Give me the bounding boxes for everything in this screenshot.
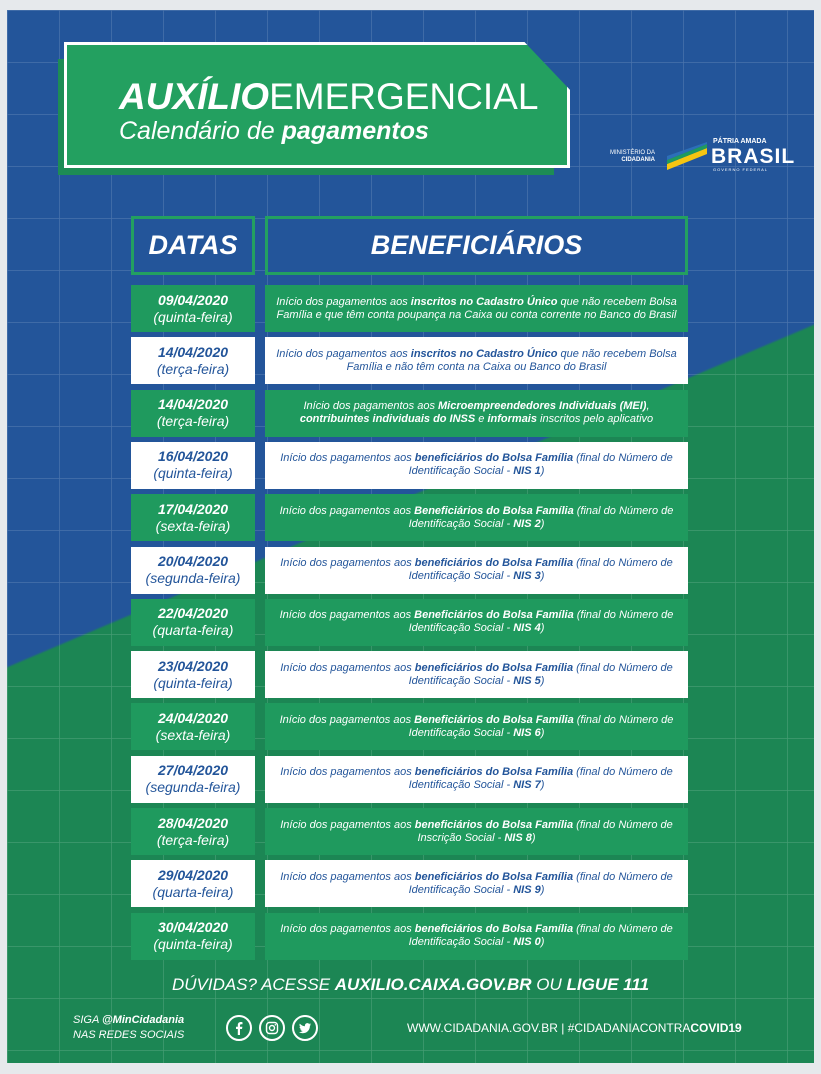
weekday-text: (quinta-feira) (153, 465, 233, 482)
table-row (131, 756, 688, 803)
poster (7, 10, 814, 1063)
column-header-beneficiarios: BENEFICIÁRIOS (265, 216, 688, 275)
description-segment: Início dos pagamentos aos (276, 347, 411, 360)
description-segment: (final do Número de Identificação Social - (408, 609, 674, 635)
description-segment: que não recebem Bolsa Família e não têm conta na Caixa ou Banco do Brasil (346, 347, 677, 373)
ministerio-logo (603, 150, 655, 164)
table-row (131, 494, 688, 541)
description-segment: que não recebem Bolsa Família e que têm conta poupança na Caixa ou conta corrente no Banco do Brasil (276, 295, 677, 321)
description-cell (265, 808, 688, 855)
footer-site-bold: COVID19 (690, 1021, 742, 1035)
description-highlight: NIS 2 (513, 517, 541, 530)
description-segment: e (475, 413, 488, 426)
description-cell (265, 703, 688, 750)
description-segment: Início dos pagamentos aos (276, 295, 411, 308)
description-text (269, 400, 684, 426)
description-segment: ) (540, 674, 545, 687)
date-cell (131, 808, 255, 855)
date-text: 17/04/2020 (157, 500, 229, 517)
date-text: 16/04/2020 (157, 448, 229, 465)
description-highlight: Beneficiários do Bolsa Família (414, 504, 574, 517)
date-cell (131, 494, 255, 541)
date-text: 24/04/2020 (157, 709, 229, 726)
description-segment: (final do Número de Identificação Social - (408, 452, 673, 478)
date-text: 14/04/2020 (157, 396, 229, 413)
page-title (119, 76, 538, 118)
description-text (269, 819, 684, 845)
description-segment: (final do Número de Identificação Social - (408, 923, 673, 949)
date-cell (131, 442, 255, 489)
description-text (269, 923, 684, 949)
description-highlight: NIS 1 (513, 465, 541, 478)
date-text: 22/04/2020 (157, 605, 229, 622)
description-cell (265, 651, 688, 698)
description-segment: inscritos pelo aplicativo (536, 413, 654, 426)
footer-site (407, 1021, 742, 1035)
description-segment: (final do Número de Inscrição Social - (417, 818, 673, 844)
description-highlight: NIS 0 (513, 936, 541, 949)
table-row (131, 442, 688, 489)
date-cell (131, 860, 255, 907)
description-highlight: Beneficiários do Bolsa Família (414, 713, 574, 726)
help-mid: OU (531, 975, 567, 994)
weekday-text: (sexta-feira) (155, 517, 231, 534)
subtitle-light: Calendário de (119, 117, 275, 145)
patria-amada-text: PÁTRIA AMADA (713, 138, 767, 145)
help-line (7, 975, 814, 995)
description-highlight: inscritos no Cadastro Único (410, 295, 558, 308)
date-cell (131, 390, 255, 437)
table-row (131, 808, 688, 855)
description-segment: ) (540, 779, 545, 792)
date-text: 27/04/2020 (157, 762, 229, 779)
weekday-text: (quinta-feira) (153, 936, 233, 953)
date-cell (131, 913, 255, 960)
description-text (269, 871, 684, 897)
description-segment: (final do Número de Identificação Social - (408, 557, 673, 582)
date-text: 29/04/2020 (157, 866, 229, 883)
brazil-flag-icon (667, 142, 707, 170)
description-cell (265, 337, 688, 384)
description-segment: , (646, 400, 650, 413)
description-segment: ) (540, 936, 545, 949)
date-text: 09/04/2020 (157, 291, 229, 308)
description-segment: Início dos pagamentos aos (279, 713, 415, 726)
description-highlight: beneficiários do Bolsa Família (414, 870, 574, 883)
description-segment: ) (540, 465, 545, 478)
description-text (269, 296, 684, 322)
ministerio-line1: MINISTÉRIO DA (609, 150, 655, 156)
description-segment: Início dos pagamentos aos (280, 818, 415, 831)
weekday-text: (sexta-feira) (155, 726, 231, 743)
description-highlight: NIS 3 (513, 570, 541, 582)
description-segment: (final do Número de Identificação Social - (408, 766, 673, 792)
date-text: 23/04/2020 (157, 657, 229, 674)
description-highlight: NIS 7 (513, 779, 541, 792)
table-row (131, 547, 688, 594)
description-segment: ) (531, 831, 536, 844)
ministerio-line2: CIDADANIA (621, 157, 655, 163)
description-segment: ) (540, 883, 545, 896)
help-prefix: DÚVIDAS? ACESSE (171, 975, 335, 994)
date-text: 20/04/2020 (157, 553, 229, 569)
brasil-text: BRASIL (711, 145, 796, 168)
weekday-text: (quarta-feira) (152, 622, 234, 639)
weekday-text: (quarta-feira) (152, 883, 234, 900)
description-segment: (final do Número de Identificação Social - (408, 504, 674, 530)
description-segment: Início dos pagamentos aos (280, 557, 415, 569)
description-highlight: inscritos no Cadastro Único (410, 347, 558, 360)
description-highlight: informais (487, 413, 537, 426)
description-cell (265, 599, 688, 646)
title-bold: AUXÍLIO (119, 76, 270, 117)
description-cell (265, 913, 688, 960)
table-row (131, 860, 688, 907)
description-segment: (final do Número de Identificação Social - (408, 661, 673, 687)
description-cell (265, 547, 688, 594)
weekday-text: (quinta-feira) (153, 308, 233, 325)
social-follow-text (73, 1013, 184, 1043)
table-row (131, 599, 688, 646)
description-cell (265, 494, 688, 541)
date-cell (131, 599, 255, 646)
description-segment: ) (540, 622, 545, 635)
date-cell (131, 285, 255, 332)
weekday-text: (segunda-feira) (145, 570, 241, 586)
description-highlight: beneficiários do Bolsa Família (414, 661, 574, 674)
facebook-icon[interactable] (226, 1015, 252, 1041)
twitter-icon[interactable] (292, 1015, 318, 1041)
description-highlight: beneficiários do Bolsa Família (414, 923, 574, 936)
description-text (269, 557, 684, 583)
description-cell (265, 285, 688, 332)
siga-line2: NAS REDES SOCIAIS (73, 1029, 185, 1041)
weekday-text: (segunda-feira) (145, 779, 241, 796)
instagram-icon[interactable] (259, 1015, 285, 1041)
date-cell (131, 547, 255, 594)
description-highlight: beneficiários do Bolsa Família (414, 818, 574, 831)
description-segment: Início dos pagamentos aos (280, 661, 415, 674)
description-segment: Início dos pagamentos aos (279, 609, 415, 622)
description-segment: ) (540, 570, 545, 582)
help-phone: LIGUE 111 (566, 975, 650, 994)
date-text: 30/04/2020 (157, 919, 229, 936)
date-cell (131, 703, 255, 750)
table-row (131, 913, 688, 960)
governo-federal-text: GOVERNO FEDERAL (713, 167, 769, 172)
help-site: AUXILIO.CAIXA.GOV.BR (334, 975, 532, 994)
description-segment: Início dos pagamentos aos (303, 400, 439, 413)
description-highlight: NIS 8 (504, 831, 532, 844)
date-cell (131, 756, 255, 803)
description-text (269, 609, 684, 635)
description-segment: Início dos pagamentos aos (280, 452, 415, 465)
description-highlight: Beneficiários do Bolsa Família (414, 609, 574, 622)
description-cell (265, 390, 688, 437)
table-row (131, 390, 688, 437)
description-highlight: beneficiários do Bolsa Família (414, 452, 574, 465)
table-row (131, 285, 688, 332)
description-segment: Início dos pagamentos aos (280, 766, 415, 779)
description-cell (265, 756, 688, 803)
description-text (269, 452, 684, 478)
weekday-text: (terça-feira) (156, 831, 230, 848)
description-highlight: NIS 6 (513, 726, 541, 739)
date-cell (131, 337, 255, 384)
page-subtitle (119, 117, 429, 146)
date-text: 28/04/2020 (157, 814, 229, 831)
description-text (269, 505, 684, 531)
weekday-text: (terça-feira) (156, 360, 230, 377)
description-highlight: contribuintes individuais do INSS (299, 413, 476, 426)
description-highlight: NIS 9 (513, 883, 541, 896)
description-highlight: beneficiários do Bolsa Família (414, 766, 574, 779)
description-text (269, 348, 684, 374)
weekday-text: (quinta-feira) (153, 674, 233, 691)
description-segment: Início dos pagamentos aos (279, 504, 415, 517)
date-cell (131, 651, 255, 698)
siga-prefix: SIGA (73, 1014, 102, 1026)
description-segment: ) (540, 517, 545, 530)
description-text (269, 662, 684, 688)
description-segment: ) (540, 726, 545, 739)
description-text (269, 714, 684, 740)
description-segment: (final do Número de Identificação Social - (408, 870, 673, 896)
description-highlight: NIS 4 (513, 622, 541, 635)
title-light: EMERGENCIAL (269, 76, 539, 117)
description-cell (265, 442, 688, 489)
description-highlight: beneficiários do Bolsa Família (414, 557, 574, 569)
description-segment: (final do Número de Identificação Social - (408, 713, 674, 739)
footer-site-text[interactable]: WWW.CIDADANIA.GOV.BR | #CIDADANIACONTRA (407, 1021, 691, 1035)
column-header-datas: DATAS (131, 216, 255, 275)
description-highlight: NIS 5 (513, 674, 541, 687)
siga-handle: @MinCidadania (101, 1014, 185, 1026)
description-text (269, 766, 684, 792)
description-segment: Início dos pagamentos aos (280, 870, 415, 883)
description-cell (265, 860, 688, 907)
description-highlight: Microempreendedores Individuais (MEI) (438, 400, 647, 413)
table-row (131, 651, 688, 698)
description-segment: Início dos pagamentos aos (280, 923, 415, 936)
weekday-text: (terça-feira) (156, 413, 230, 430)
table-row (131, 337, 688, 384)
subtitle-bold: pagamentos (281, 117, 429, 145)
table-row (131, 703, 688, 750)
date-text: 14/04/2020 (157, 343, 229, 360)
